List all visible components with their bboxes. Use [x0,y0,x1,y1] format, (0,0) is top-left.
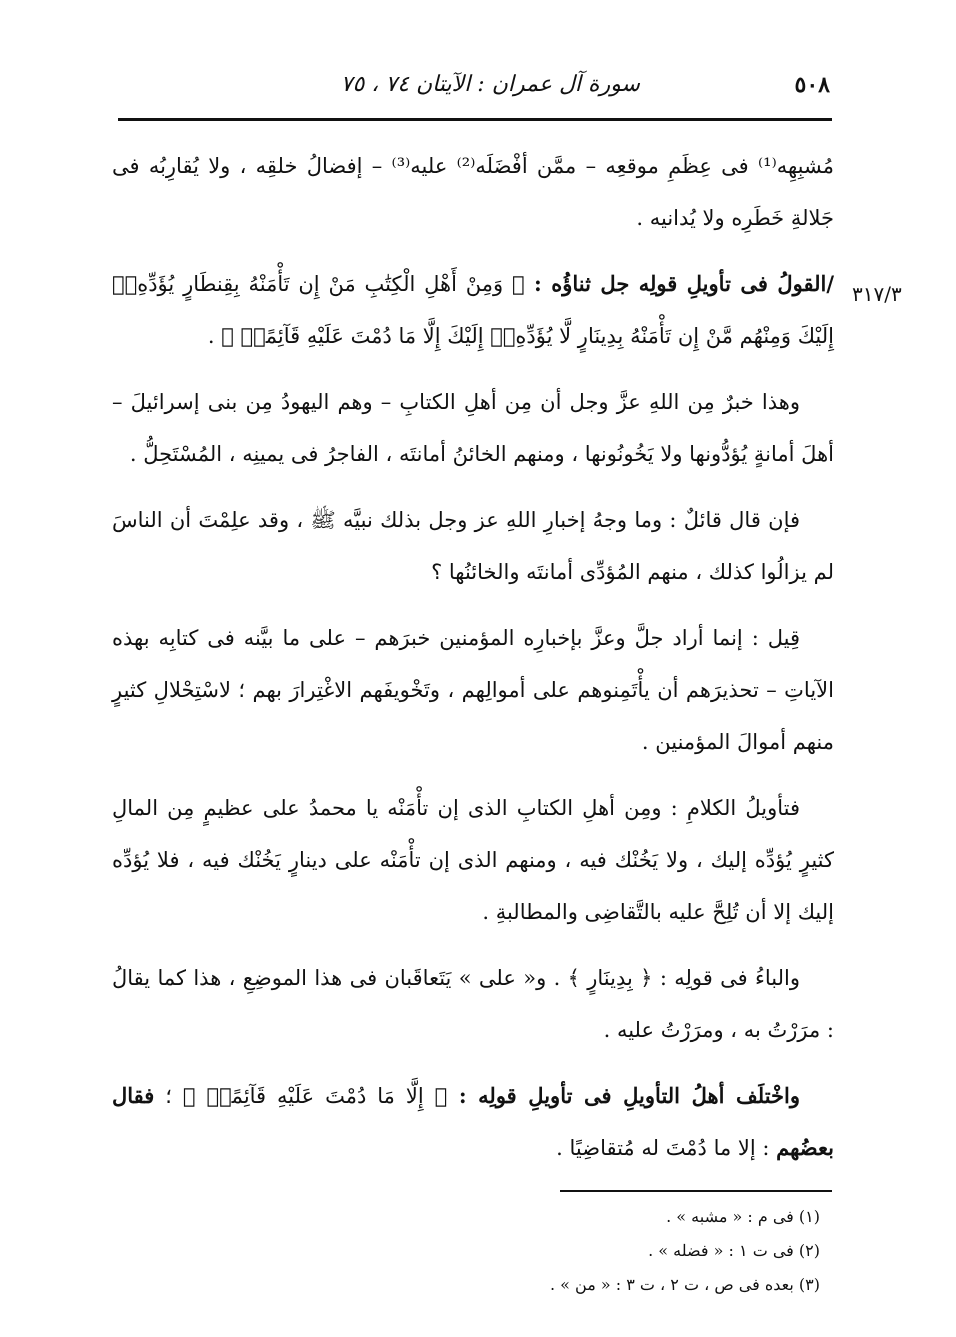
quran-verse: ﴿ وَمِنْ أَهْلِ الْكِتَٰبِ مَنْ إِن تَأْمَنْهُ بِقِنطَارٍ يُؤَدِّهِۦٓ إِلَيْكَ وَمِنْهُم مَّنْ إِن تَأْمَنْهُ بِدِينَارٍ لَّا يُؤَدِّهِۦٓ إِلَيْكَ إِلَّا مَا دُمْتَ عَلَيْهِ قَآئِمًاۗ ﴾ . [112,272,834,348]
paragraph [112,952,834,1056]
quran-verse: ﴿ إِلَّا مَا دُمْتَ عَلَيْهِ قَآئِمًاۗ ﴾ ؛ [154,1084,448,1108]
paragraph-text: والباءُ فى قولِه : ﴿ بِدِينَارٍ ﴾ . و« على » يَتَعاقَبان فى هذا الموضِعِ ، هذا كما يقالُ : مرَرْتُ به ، ومرَرْتُ عليه . [112,966,834,1042]
paragraph [112,494,834,598]
paragraph-text: فتأويلُ الكلامِ : ومِن أهلِ الكتابِ الذى إن تأْمَنْه يا محمدُ على عظيمٍ مِن المالِ كثيرٍ يُؤدِّه إليك ، ولا يَخُنْك فيه ، ومنهم الذى إن تأْمَنْه على دينارٍ يَخُنْك فيه ، فلا يُؤدِّه إليك إلا أن تُلِحَّ عليه بالتَّقاضِى والمطالبةِ . [112,796,834,924]
margin-reference: ٣١٧/٣ [852,282,902,306]
footnote-divider [560,1190,832,1192]
main-text [112,140,834,1188]
footnote-item: (٣) بعده فى ص ، ت ٢ ، ت ٣ : « من » . [549,1275,820,1294]
paragraph-heading [112,258,834,362]
paragraph-text: فإن قال قائلٌ : وما وجهُ إخبارِ اللهِ عز وجل بذلك نبيَّه ﷺ ، وقد علِمْتَ أن الناسَ لم يزالُوا كذلك ، منهم المُؤدِّى أمانتَه والخائنُها ؟ [112,508,834,584]
section-heading: /القولُ فى تأويلِ قولِه جل ثناؤُه : [524,271,835,296]
page-header [118,70,830,110]
paragraph-text: مُشبِهِه⁽¹⁾ فى عِظَمِ موقعِه – ممَّن أفْضَلَه⁽²⁾ عليه⁽³⁾ – إفضالُ خلقِه ، ولا يُقارِبُه فى جَلالةِ خَطَرِه ولا يُدانيه . [112,154,834,230]
paragraph [112,782,834,938]
paragraph [112,376,834,480]
paragraph-text: : إلا ما دُمْتَ له مُتقاضِيًا . [556,1136,777,1160]
footnote-item: (١) فى م : « مشبه » . [666,1207,820,1226]
page-number: ٥٠٨ [794,72,830,98]
header-divider [118,118,832,121]
paragraph [112,1070,834,1174]
footnotes [300,1200,820,1302]
running-title: سورة آل عمران : الآيتان ٧٤ ، ٧٥ [340,72,640,97]
paragraph [112,612,834,768]
paragraph-text: وهذا خبرٌ مِن اللهِ عزَّ وجل أن مِن أهلِ الكتابِ – وهم اليهودُ مِن بنى إسرائيلَ – أهلَ أمانةٍ يُؤدُّونها ولا يَخُونُونها ، ومنهم الخائنُ أمانتَه ، الفاجرُ فى يمينِه ، المُسْتَحِلُّ . [112,390,834,466]
bold-phrase: فقال بعضُهم [112,1083,834,1160]
paragraph [112,140,834,244]
paragraph-text: قِيل : إنما أراد جلَّ وعزَّ بإخبارِه المؤمنين خبرَهم – على ما بيَّنه فى كتابِه بهذه الآياتِ – تحذيرَهم أن يأْتَمِنوهم على أموالِهم ، وتَخْويفَهم الاغْتِرارَ بهم ؛ لاسْتِحْلالِ كثيرٍ منهم أموالَ المؤمنين . [112,626,834,754]
section-heading: واخْتلَف أهلُ التأويلِ فى تأويلِ قولِه : [447,1083,800,1108]
footnote-item: (٢) فى ت ١ : « فضله » . [648,1241,820,1260]
